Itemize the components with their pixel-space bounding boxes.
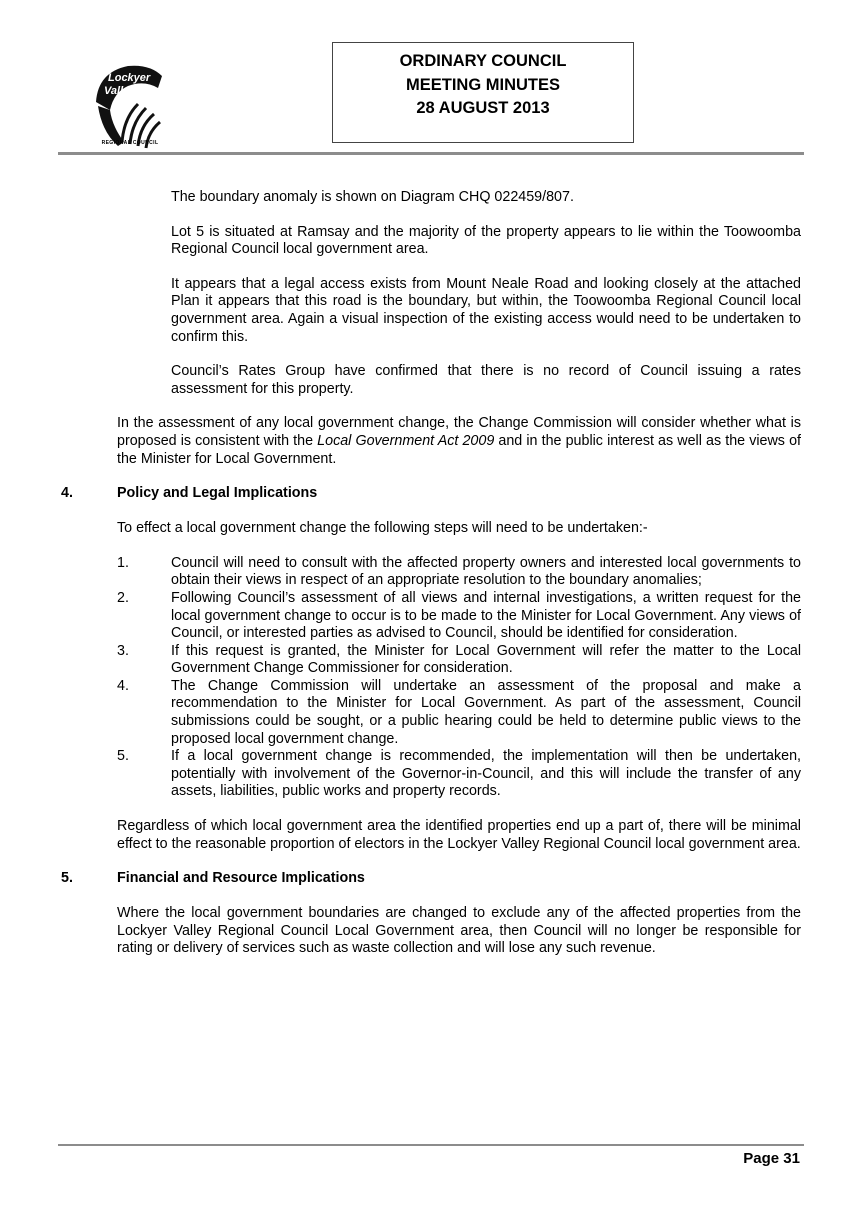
title-line-1: ORDINARY COUNCIL — [399, 52, 567, 70]
list-item-text: Following Council’s assessment of all views and internal investigations, a written request for the local government change to occur is to be made to the Minister for Local Government. Any views of Council, or interested parties as advised to Council, should be identified for consideration. — [171, 589, 801, 642]
document-title-box — [332, 42, 634, 143]
section-4-intro: To effect a local government change the following steps will need to be undertaken:- — [117, 520, 648, 537]
list-item-number: 3. — [117, 642, 129, 659]
section-4-title: Policy and Legal Implications — [117, 485, 318, 502]
page-number: Page 31 — [743, 1150, 800, 1167]
list-item — [0, 643, 844, 678]
assessment-text-before: In the assessment of any local government change, the Change Commission will consider whether what is proposed is consistent with the — [117, 415, 801, 449]
list-item-number: 5. — [117, 748, 129, 765]
list-item-text: If this request is granted, the Minister for Local Government will refer the matter to the Local Government Change Commissioner for consideration. — [171, 642, 801, 677]
section-5-number: 5. — [61, 870, 73, 887]
list-item — [0, 590, 844, 643]
section-4-closing: Regardless of which local government area the identified properties end up a part of, there will be minimal effect to the reasonable proportion of electors in the Lockyer Valley Regional Council local government area. — [117, 818, 801, 852]
title-line-2: MEETING MINUTES — [405, 75, 560, 94]
logo-word-valley: Valley — [104, 85, 136, 97]
section-4-number: 4. — [61, 485, 73, 502]
logo-word-lockyer: Lockyer — [108, 72, 151, 84]
list-item-text: The Change Commission will undertake an assessment of the proposal and make a recommendation to the Minister for Local Government. As part of the assessment, Council submissions could be sought, or a public hearing could be held to determine public views to the proposed local government change. — [171, 677, 801, 747]
title-line-3: 28 AUGUST 2013 — [416, 99, 550, 117]
list-item-text: If a local government change is recommended, the implementation will then be undertaken, potentially with involvement of the Governor-in-Council, and this will include the transfer of any assets, liabilities, public works and property records. — [171, 748, 801, 800]
paragraph-lot5: Lot 5 is situated at Ramsay and the majority of the property appears to lie within the Toowoomba Regional Council local government area. — [171, 223, 801, 258]
assessment-text-after: and in the public interest as well as the views of the Minister for Local Government. — [117, 432, 801, 467]
section-5-heading — [0, 870, 844, 888]
section-5-title: Financial and Resource Implications — [117, 870, 365, 887]
list-item — [0, 678, 844, 748]
list-item — [0, 748, 844, 801]
list-item-number: 4. — [117, 677, 129, 694]
paragraph-rates-group: Council’s Rates Group have confirmed that there is no record of Council issuing a rates assessment for this property. — [171, 363, 801, 397]
paragraph-legal-access: It appears that a legal access exists from Mount Neale Road and looking closely at the attached Plan it appears that this road is the boundary, but within, the Toowoomba Regional Council local government area. Again a visual inspection of the existing access would need to be undertaken to confirm this. — [171, 275, 801, 345]
lockyer-valley-logo — [88, 62, 168, 152]
list-item-text: Council will need to consult with the affected property owners and interested local governments to obtain their views in respect of an appropriate resolution to the boundary anomalies; — [171, 554, 801, 589]
section-5-body: Where the local government boundaries are changed to exclude any of the affected properties from the Lockyer Valley Regional Council Local Government area, then Council will no longer be responsible for rating or delivery of services such as waste collection and will lose any such revenue. — [117, 905, 801, 957]
footer-divider — [58, 1144, 804, 1146]
act-title: Local Government Act 2009 — [317, 432, 495, 449]
logo-caption: REGIONAL COUNCIL — [101, 140, 159, 146]
section-4-heading — [0, 485, 844, 503]
page-content — [0, 189, 844, 958]
list-item — [0, 555, 844, 590]
paragraph-boundary-anomaly: The boundary anomaly is shown on Diagram CHQ 022459/807. — [171, 189, 574, 205]
header-divider — [58, 152, 804, 155]
paragraph-assessment — [117, 415, 801, 468]
list-item-number: 2. — [117, 589, 129, 606]
list-item-number: 1. — [117, 554, 129, 571]
